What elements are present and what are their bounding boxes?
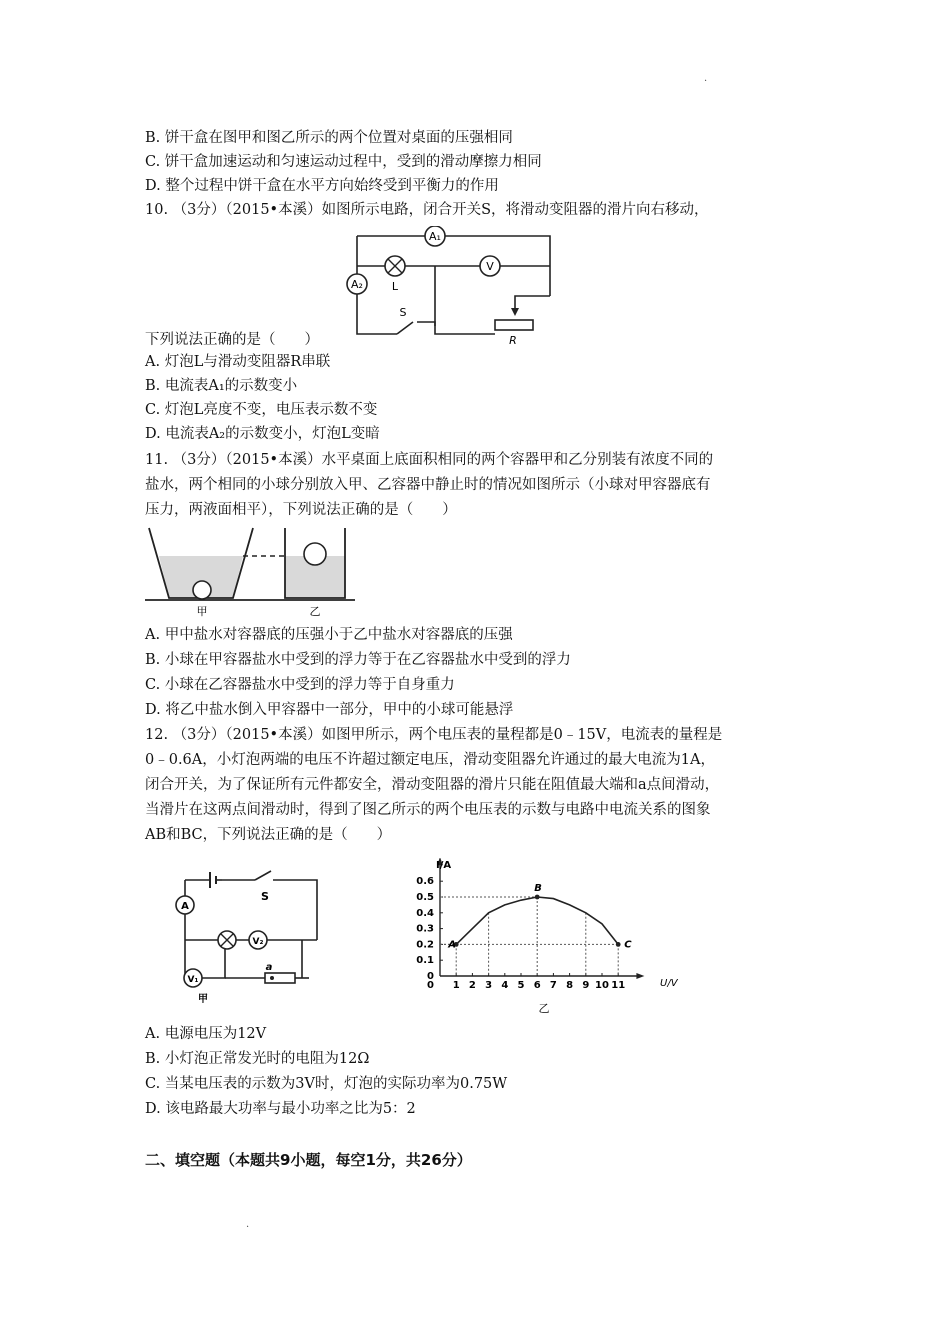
rheostat-label: R xyxy=(509,334,517,346)
point-b xyxy=(535,895,540,900)
q9-option-b: B. 饼干盒在图甲和图乙所示的两个位置对桌面的压强相同 xyxy=(145,130,513,146)
v-label: V xyxy=(486,260,494,273)
q11-stem-line2: 盐水，两个相同的小球分别放入甲、乙容器中静止时的情况如图所示（小球对甲容器底有 xyxy=(145,477,711,493)
y-tick-label: 0.5 xyxy=(416,892,434,903)
a1-label: A₁ xyxy=(429,230,441,243)
q10-circuit-diagram xyxy=(335,226,560,346)
q12-iu-chart xyxy=(398,858,690,1018)
x-tick-label: 2 xyxy=(468,980,476,991)
q11-containers-diagram xyxy=(145,526,360,618)
x-tick-label: 0 xyxy=(427,980,434,991)
ball-yi-icon xyxy=(304,543,326,565)
x-tick-label: 8 xyxy=(566,980,574,991)
x-axis-arrow-icon xyxy=(636,973,644,979)
switch-label: S xyxy=(261,890,269,903)
section-2-heading: 二、填空题（本题共9小题，每空1分，共26分） xyxy=(145,1151,472,1169)
y-tick-label: 0.2 xyxy=(416,939,434,951)
switch-label: S xyxy=(399,306,407,319)
point-label-c: C xyxy=(624,939,632,951)
q12-stem-line5: AB和BC，下列说法正确的是（ ） xyxy=(145,827,392,843)
y-tick-label: 0 xyxy=(427,971,434,982)
q12-option-a: A. 电源电压为12V xyxy=(145,1026,267,1042)
q12-stem-line4: 当滑片在这两点间滑动时，得到了图乙所示的两个电压表的示数与电路中电流关系的图象 xyxy=(145,802,711,818)
scan-mark: · xyxy=(246,1222,250,1233)
chart-caption: 乙 xyxy=(538,1002,550,1015)
x-tick-label: 9 xyxy=(582,980,590,991)
q11-option-a: A. 甲中盐水对容器底的压强小于乙中盐水对容器底的压强 xyxy=(145,627,513,643)
series-bc-line xyxy=(537,897,618,944)
q11-option-b: B. 小球在甲容器盐水中受到的浮力等于在乙容器盐水中受到的浮力 xyxy=(145,652,571,668)
x-tick-label: 3 xyxy=(485,980,493,991)
q10-option-a: A. 灯泡L与滑动变阻器R串联 xyxy=(145,354,331,370)
q11-stem-line3: 压力，两液面相平），下列说法正确的是（ ） xyxy=(145,502,457,518)
lamp-label: L xyxy=(391,280,399,293)
v1-label: V₁ xyxy=(187,975,199,985)
q11-option-d: D. 将乙中盐水倒入甲容器中一部分，甲中的小球可能悬浮 xyxy=(145,702,514,718)
q12-stem-line3: 闭合开关，为了保证所有元件都安全，滑动变阻器的滑片只能在阻值最大端和a点间滑动， xyxy=(145,777,720,793)
q12-option-b: B. 小灯泡正常发光时的电阻为12Ω xyxy=(145,1051,370,1067)
q11-option-c: C. 小球在乙容器盐水中受到的浮力等于自身重力 xyxy=(145,677,455,693)
y-tick-label: 0.3 xyxy=(416,923,434,935)
y-tick-label: 0.6 xyxy=(416,876,434,888)
point-c xyxy=(616,942,621,947)
q10-option-c: C. 灯泡L亮度不变，电压表示数不变 xyxy=(145,402,378,418)
q10-option-d: D. 电流表A₂的示数变小，灯泡L变暗 xyxy=(145,426,380,442)
q10-stem-line2: 下列说法正确的是（ ） xyxy=(145,332,319,348)
series-ab-line xyxy=(456,897,537,944)
y-axis-label: I/A xyxy=(436,860,452,871)
q10-option-b: B. 电流表A₁的示数变小 xyxy=(145,378,298,394)
y-tick-label: 0.1 xyxy=(416,955,434,967)
q12-circuit-diagram xyxy=(165,868,325,1008)
ball-jia-icon xyxy=(193,581,211,599)
scan-mark: · xyxy=(704,76,708,87)
x-tick-label: 4 xyxy=(501,980,509,991)
x-tick-label: 6 xyxy=(533,980,541,991)
v2-label: V₂ xyxy=(252,937,264,947)
x-tick-label: 7 xyxy=(549,980,557,991)
label-jia: 甲 xyxy=(196,605,208,618)
a2-label: A₂ xyxy=(351,278,363,291)
x-tick-label: 1 xyxy=(452,980,460,991)
q9-option-c: C. 饼干盒加速运动和匀速运动过程中，受到的滑动摩擦力相同 xyxy=(145,154,542,170)
q12-option-c: C. 当某电压表的示数为3V时，灯泡的实际功率为0.75W xyxy=(145,1076,508,1092)
point-label-b: B xyxy=(534,883,542,894)
x-tick-label: 10 xyxy=(595,980,609,991)
q12-option-d: D. 该电路最大功率与最小功率之比为5：2 xyxy=(145,1101,416,1117)
label-jia: 甲 xyxy=(198,994,208,1005)
x-axis-label: U/V xyxy=(660,978,678,989)
q10-stem-line1: 10. （3分）（2015•本溪）如图所示电路，闭合开关S，将滑动变阻器的滑片向右移动， xyxy=(145,202,709,218)
x-tick-label: 5 xyxy=(517,980,525,991)
y-tick-label: 0.4 xyxy=(416,907,434,919)
q12-stem-line1: 12. （3分）（2015•本溪）如图甲所示，两个电压表的量程都是0﹣15V，电流表的量程是 xyxy=(145,727,723,743)
x-tick-label: 11 xyxy=(611,980,626,991)
q9-option-d: D. 整个过程中饼干盒在水平方向始终受到平衡力的作用 xyxy=(145,178,499,194)
point-label-a: A xyxy=(448,939,456,951)
ammeter-label: A xyxy=(181,901,189,912)
point-a-label: a xyxy=(265,962,273,973)
q12-stem-line2: 0﹣0.6A，小灯泡两端的电压不许超过额定电压，滑动变阻器允许通过的最大电流为1A， xyxy=(145,752,715,768)
q11-stem-line1: 11. （3分）（2015•本溪）水平桌面上底面积相同的两个容器甲和乙分别装有浓度不同的 xyxy=(145,452,714,468)
label-yi: 乙 xyxy=(309,605,321,618)
